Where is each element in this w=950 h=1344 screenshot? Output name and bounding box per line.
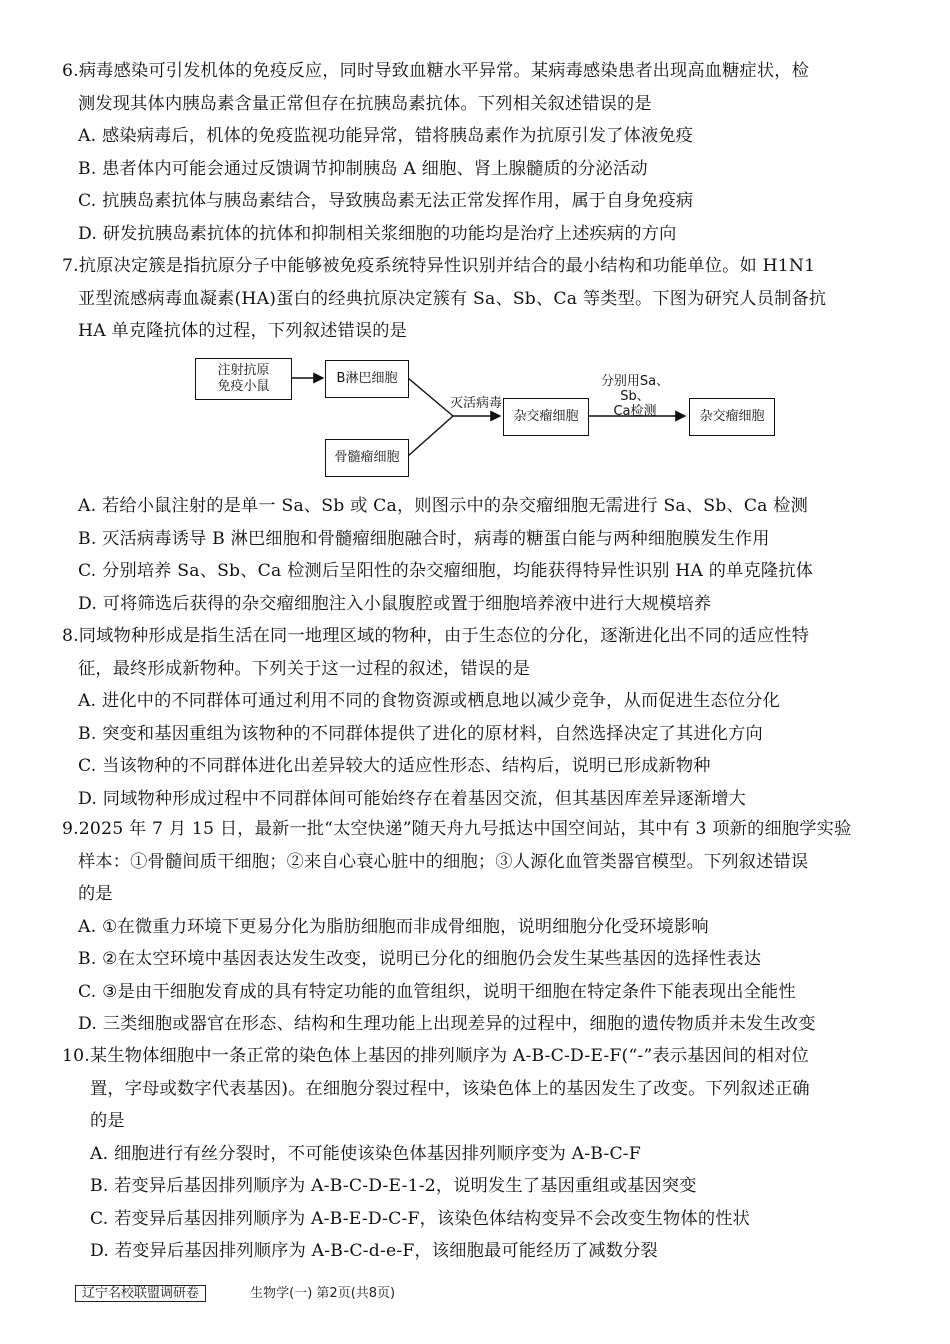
question-stem-line: 征，最终形成新物种。下列关于这一过程的叙述，错误的是 [78, 658, 531, 679]
question-stem-line: 的是 [90, 1111, 125, 1131]
option-b: B. 患者体内可能会通过反馈调节抑制胰岛 A 细胞、肾上腺髓质的分泌活动 [78, 158, 648, 179]
question-stem-line: 7.抗原决定簇是指抗原分子中能够被免疫系统特异性识别并结合的最小结构和功能单位。如 H1N1 [62, 256, 816, 276]
option-b: B. 灭活病毒诱导 B 淋巴细胞和骨髓瘤细胞融合时，病毒的糖蛋白能与两种细胞膜发生作用 [78, 528, 770, 549]
option-d: D. 若变异后基因排列顺序为 A-B-C-d-e-F，该细胞最可能经历了减数分裂 [90, 1241, 658, 1261]
question-10 [62, 1040, 902, 1268]
option-b: B. 若变异后基因排列顺序为 A-B-C-D-E-1-2，说明发生了基因重组或基因突变 [90, 1176, 697, 1196]
option-d: D. 研发抗胰岛素抗体的抗体和抑制相关浆细胞的功能均是治疗上述疾病的方向 [78, 223, 677, 244]
option-c: C. 若变异后基因排列顺序为 A-B-E-D-C-F，该染色体结构变异不会改变生物体的性状 [90, 1208, 750, 1229]
option-c: C. 抗胰岛素抗体与胰岛素结合，导致胰岛素无法正常发挥作用，属于自身免疫病 [78, 191, 694, 211]
question-7-options [62, 490, 902, 620]
question-stem-line: 8.同域物种形成是指生活在同一地理区域的物种，由于生态位的分化，逐渐进化出不同的适应性特 [62, 626, 810, 646]
label-inactivated-virus: 灭活病毒 [449, 396, 502, 411]
option-d: D. 同域物种形成过程中不同群体间可能始终存在着基因交流，但其基因库差异逐渐增大 [78, 788, 747, 809]
page-footer [75, 1282, 395, 1301]
question-stem-line: 亚型流感病毒血凝素(HA)蛋白的经典抗原决定簇有 Sa、Sb、Ca 等类型。下图为研究人员制备抗 [78, 288, 827, 309]
label-detection-line2: Ca检测 [613, 404, 657, 419]
footer-badge: 辽宁名校联盟调研卷 [75, 1285, 206, 1302]
label-detection [587, 374, 683, 419]
box-inject-line1: 注射抗原 [217, 363, 270, 378]
footer-page-info: 生物学(一) 第2页(共8页) [250, 1286, 396, 1301]
question-stem-line: 的是 [78, 884, 113, 904]
box-inject-line2: 免疫小鼠 [217, 379, 270, 394]
question-stem-line: 10.某生物体细胞中一条正常的染色体上基因的排列顺序为 A-B-C-D-E-F(“-”表示基因间的相对位 [62, 1046, 809, 1066]
option-a: A. 进化中的不同群体可通过利用不同的食物资源或栖息地以减少竞争，从而促进生态位分化 [78, 691, 781, 711]
question-stem-line: 6.病毒感染可引发机体的免疫反应，同时导致血糖水平异常。某病毒感染患者出现高血糖症状，检 [62, 61, 810, 81]
option-b: B. 突变和基因重组为该物种的不同群体提供了进化的原材料，自然选择决定了其进化方向 [78, 723, 763, 744]
option-d: D. 可将筛选后获得的杂交瘤细胞注入小鼠腹腔或置于细胞培养液中进行大规模培养 [78, 593, 712, 614]
option-d: D. 三类细胞或器官在形态、结构和生理功能上出现差异的过程中，细胞的遗传物质并未发生改变 [78, 1014, 816, 1034]
box-hybridoma-2: 杂交瘤细胞 [689, 398, 775, 436]
question-6 [62, 55, 902, 250]
question-stem-line: 置，字母或数字代表基因)。在细胞分裂过程中，该染色体上的基因发生了改变。下列叙述正确 [90, 1078, 810, 1099]
box-hybridoma-1: 杂交瘤细胞 [503, 398, 589, 436]
question-7-stem [62, 250, 902, 348]
box-inject-mouse [195, 358, 292, 400]
label-detection-line1: 分别用Sa、Sb、 [600, 374, 670, 404]
option-a: A. 感染病毒后，机体的免疫监视功能异常，错将胰岛素作为抗原引发了体液免疫 [78, 126, 694, 146]
question-stem-line: 9.2025 年 7 月 15 日，最新一批“太空快递”随天舟九号抵达中国空间站，其中有 3 项新的细胞学实验 [62, 819, 852, 839]
question-9 [62, 813, 902, 1041]
option-b: B. ②在太空环境中基因表达发生改变，说明已分化的细胞仍会发生某些基因的选择性表达 [78, 949, 762, 969]
option-a: A. 若给小鼠注射的是单一 Sa、Sb 或 Ca，则图示中的杂交瘤细胞无需进行 Sa、Sb、Ca 检测 [78, 496, 809, 516]
arrow-myeloma-to-fusion [408, 416, 453, 456]
question-stem-line: HA 单克隆抗体的过程，下列叙述错误的是 [78, 321, 408, 341]
option-c: C. 分别培养 Sa、Sb、Ca 检测后呈阳性的杂交瘤细胞，均能获得特异性识别 HA 的单克隆抗体 [78, 561, 814, 581]
option-a: A. ①在微重力环境下更易分化为脂肪细胞而非成骨细胞，说明细胞分化受环境影响 [78, 916, 709, 937]
option-a: A. 细胞进行有丝分裂时，不可能使该染色体基因排列顺序变为 A-B-C-F [90, 1143, 641, 1164]
question-stem-line: 测发现其体内胰岛素含量正常但存在抗胰岛素抗体。下列相关叙述错误的是 [78, 93, 652, 114]
option-c: C. ③是由干细胞发育成的具有特定功能的血管组织，说明干细胞在特定条件下能表现出全能性 [78, 981, 796, 1002]
box-myeloma-cell: 骨髓瘤细胞 [325, 439, 409, 477]
question-8 [62, 620, 902, 815]
antibody-flow-diagram [195, 350, 775, 482]
option-c: C. 当该物种的不同群体进化出差异较大的适应性形态、结构后，说明已形成新物种 [78, 756, 711, 776]
question-stem-line: 样本：①骨髓间质干细胞；②来自心衰心脏中的细胞；③人源化血管类器官模型。下列叙述错误 [78, 851, 809, 872]
box-b-lymphocyte: B淋巴细胞 [325, 360, 409, 398]
